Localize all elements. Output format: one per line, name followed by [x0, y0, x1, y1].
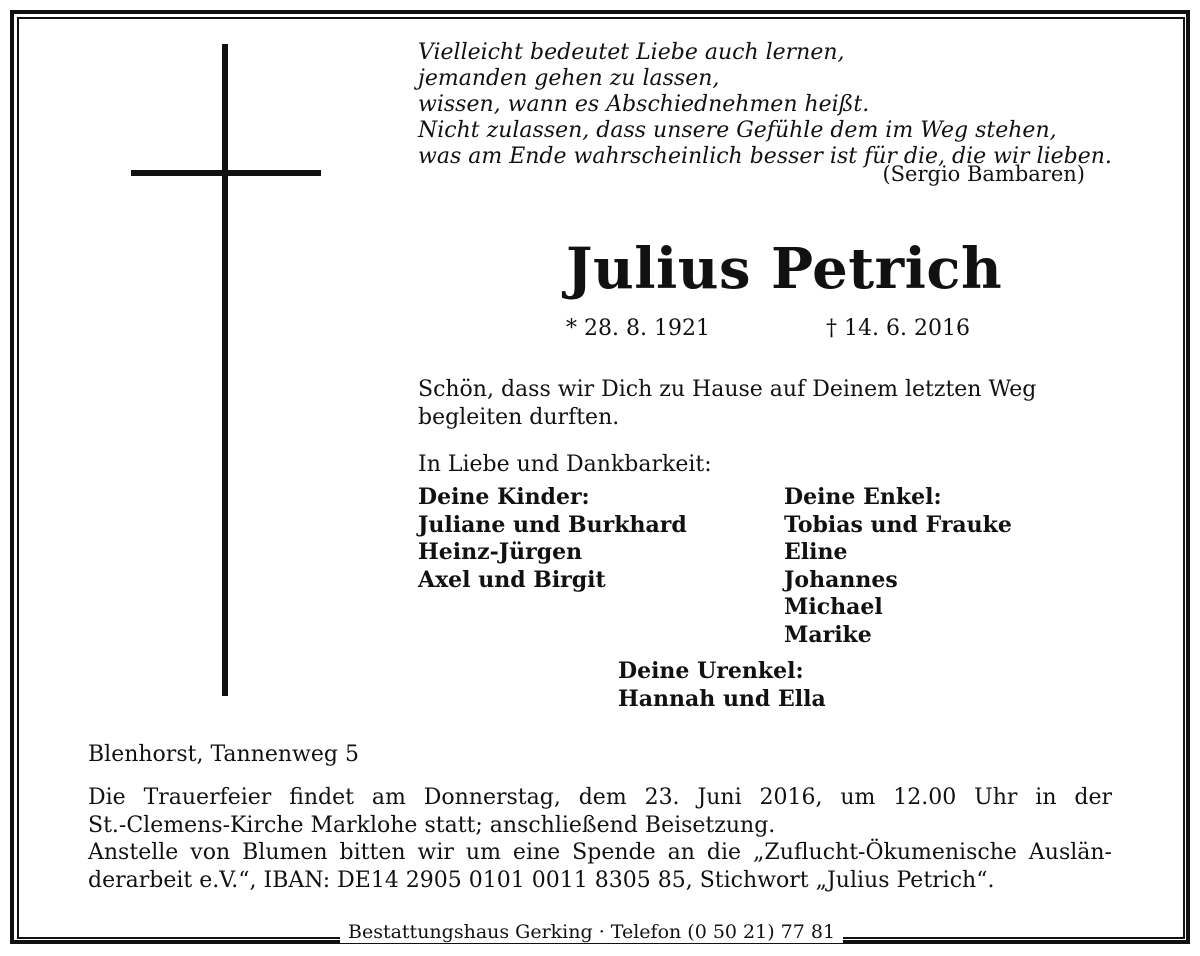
- cross-horizontal-beam: [131, 170, 321, 176]
- mourners-urenkel: [618, 658, 826, 713]
- notice-line: derarbeit e.V.“, IBAN: DE14 2905 0101 0011 8305 85, Stichwort „Julius Petrich“.: [88, 867, 995, 893]
- thanks-line: begleiten durften.: [418, 405, 620, 430]
- mourner-name: Hannah und Ella: [618, 685, 826, 712]
- address: Blenhorst, Tannenweg 5: [88, 742, 359, 767]
- mourner-name: Tobias und Frauke: [784, 511, 1012, 538]
- funeral-notice: [88, 784, 1112, 894]
- mourner-name: Heinz-Jürgen: [418, 539, 583, 565]
- poem-line: jemanden gehen zu lassen,: [418, 66, 720, 91]
- poem-author: (Sergio Bambaren): [882, 162, 1085, 186]
- group-heading: Deine Kinder:: [418, 484, 590, 510]
- poem-line: was am Ende wahrscheinlich besser ist für die, die wir lieben.: [418, 144, 1112, 169]
- poem-line: Nicht zulassen, dass unsere Gefühle dem im Weg stehen,: [418, 118, 1057, 143]
- notice-line: Die Trauerfeier findet am Donnerstag, dem 23. Juni 2016, um 12.00 Uhr in der: [88, 785, 1112, 810]
- birth-date: * 28. 8. 1921: [566, 316, 710, 341]
- mourners-kinder: [418, 484, 687, 594]
- mourner-name: Marike: [784, 621, 872, 648]
- poem-line: wissen, wann es Abschiednehmen heißt.: [418, 92, 870, 117]
- death-date: † 14. 6. 2016: [826, 316, 970, 341]
- group-heading: Deine Enkel:: [784, 484, 942, 510]
- poem: [418, 40, 1118, 170]
- thanks-line: Schön, dass wir Dich zu Hause auf Deinem letzten Weg: [418, 377, 1037, 402]
- cross-vertical-beam: [222, 44, 228, 696]
- notice-line: St.-Clemens-Kirche Marklohe statt; anschließend Beisetzung.: [88, 812, 776, 838]
- poem-line: Vielleicht bedeutet Liebe auch lernen,: [418, 40, 845, 65]
- love-line: In Liebe und Dankbarkeit:: [418, 452, 712, 477]
- notice-line: Anstelle von Blumen bitten wir um eine Spende an die „Zuflucht-Ökumenische Auslän-: [88, 840, 1112, 865]
- footer-funeral-home: Bestattungshaus Gerking · Telefon (0 50 21) 77 81: [340, 921, 843, 943]
- mourner-name: Axel und Birgit: [418, 566, 606, 593]
- deceased-name: Julius Petrich: [566, 236, 1003, 302]
- mourner-name: Johannes: [784, 566, 898, 593]
- mourner-name: Michael: [784, 594, 883, 620]
- group-heading: Deine Urenkel:: [618, 658, 804, 684]
- mourner-name: Juliane und Burkhard: [418, 511, 687, 538]
- mourners-enkel: [784, 484, 1012, 649]
- mourner-name: Eline: [784, 539, 848, 565]
- thanks-text: [418, 376, 1118, 432]
